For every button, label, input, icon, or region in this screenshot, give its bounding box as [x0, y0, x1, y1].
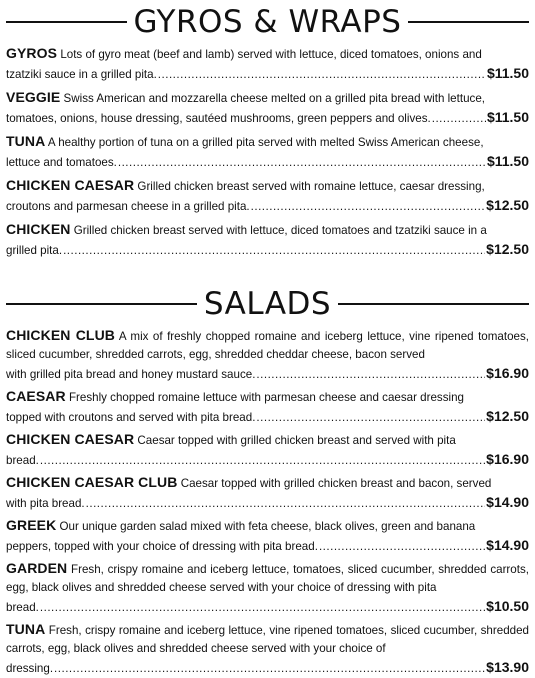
menu-item-tuna-wrap [6, 132, 529, 172]
item-description-end: with pita bread. [6, 497, 85, 510]
section-title: GYROS & WRAPS [133, 3, 402, 40]
dot-leader [40, 599, 485, 617]
gyros-wraps-list [6, 44, 529, 260]
section-header-salads [6, 282, 529, 326]
header-rule-right [408, 21, 529, 23]
menu-item-chicken-club [6, 326, 529, 384]
item-name: VEGGIE [6, 89, 61, 105]
dot-leader [158, 66, 486, 84]
menu-item-chicken-wrap [6, 220, 529, 260]
dot-leader [319, 538, 485, 556]
item-description: Caesar topped with grilled chicken breast and served with pita [137, 434, 456, 447]
menu-item-tuna-salad [6, 620, 529, 678]
item-name: CHICKEN CLUB [6, 327, 116, 343]
item-description-end: grilled pita. [6, 244, 63, 257]
salads-list [6, 326, 529, 678]
menu-item-chicken-caesar-salad [6, 430, 529, 470]
item-price: $11.50 [486, 153, 529, 169]
header-rule-left [6, 303, 197, 305]
item-name: CHICKEN [6, 221, 71, 237]
dot-leader [86, 495, 486, 513]
menu-item-caesar [6, 387, 529, 427]
item-name: CHICKEN CAESAR [6, 431, 135, 447]
item-description-end: tomatoes, onions, house dressing, sautéed mushrooms, green peppers and olives. [6, 112, 431, 125]
item-description: Our unique garden salad mixed with feta cheese, black olives, green and banana [59, 520, 476, 533]
item-price: $12.50 [486, 197, 529, 213]
item-name: CAESAR [6, 388, 66, 404]
dot-leader [432, 110, 486, 128]
header-rule-right [338, 303, 529, 305]
menu-item-veggie [6, 88, 529, 128]
menu-item-chicken-caesar-wrap [6, 176, 529, 216]
item-price: $14.90 [486, 537, 529, 553]
item-price: $10.50 [486, 598, 529, 614]
item-price: $16.90 [486, 365, 529, 381]
item-name: TUNA [6, 133, 46, 149]
item-price: $11.50 [486, 109, 529, 125]
item-description-end: bread. [6, 454, 39, 467]
item-description: A mix of freshly chopped romaine and iceberg lettuce, vine ripened tomatoes, sliced cucumber, shredded carrots, egg, shredded cheddar cheese, bacon served [6, 330, 529, 361]
dot-leader [256, 366, 485, 384]
item-description-end: topped with croutons and served with pita bread. [6, 411, 256, 424]
item-description: Grilled chicken breast served with lettuce, diced tomatoes and tzatziki sauce in a [73, 224, 487, 237]
dot-leader [40, 452, 485, 470]
section-header-gyros-wraps [6, 0, 529, 44]
item-price: $14.90 [486, 494, 529, 510]
item-description: A healthy portion of tuna on a grilled pita served with melted Swiss American cheese, [47, 136, 484, 149]
item-description-end: with grilled pita bread and honey mustard sauce. [6, 368, 256, 381]
dot-leader [118, 154, 486, 172]
item-description-end: tzatziki sauce in a grilled pita. [6, 68, 157, 81]
item-description: Fresh, crispy romaine and iceberg lettuce, tomatoes, sliced cucumber, shredded carrots, egg, black olives and shredded cheese served with your choice of dressing with pita [6, 563, 529, 594]
menu-item-gyros [6, 44, 529, 84]
menu-item-chicken-caesar-club [6, 473, 529, 513]
item-description-end: croutons and parmesan cheese in a grilled pita. [6, 200, 250, 213]
item-price: $16.90 [486, 451, 529, 467]
dot-leader [256, 409, 485, 427]
item-description: Lots of gyro meat (beef and lamb) served with lettuce, diced tomatoes, onions and [60, 48, 482, 61]
item-description-end: dressing. [6, 662, 54, 675]
item-description: Caesar topped with grilled chicken breast and bacon, served [180, 477, 492, 490]
dot-leader [54, 660, 485, 678]
item-description: Grilled chicken breast served with romaine lettuce, caesar dressing, [137, 180, 485, 193]
item-description-end: bread. [6, 601, 39, 614]
item-name: CHICKEN CAESAR CLUB [6, 474, 178, 490]
item-name: GARDEN [6, 560, 68, 576]
item-description: Swiss American and mozzarella cheese melted on a grilled pita bread with lettuce, [63, 92, 485, 105]
item-price: $11.50 [486, 65, 529, 81]
dot-leader [63, 242, 485, 260]
item-price: $12.50 [486, 408, 529, 424]
item-price: $12.50 [486, 241, 529, 257]
dot-leader [251, 198, 486, 216]
item-name: GYROS [6, 45, 58, 61]
menu-item-greek [6, 516, 529, 556]
item-name: TUNA [6, 621, 46, 637]
item-price: $13.90 [486, 659, 529, 675]
section-title: SALADS [203, 285, 332, 322]
item-description: Freshly chopped romaine lettuce with parmesan cheese and caesar dressing [68, 391, 465, 404]
item-description: Fresh, crispy romaine and iceberg lettuce, vine ripened tomatoes, sliced cucumber, shredded carrots, egg, black olives and shredded cheese served with your choice of [6, 624, 529, 655]
item-name: GREEK [6, 517, 57, 533]
item-description-end: lettuce and tomatoes. [6, 156, 117, 169]
item-description-end: peppers, topped with your choice of dressing with pita bread. [6, 540, 318, 553]
header-rule-left [6, 21, 127, 23]
menu-item-garden [6, 559, 529, 617]
item-name: CHICKEN CAESAR [6, 177, 135, 193]
